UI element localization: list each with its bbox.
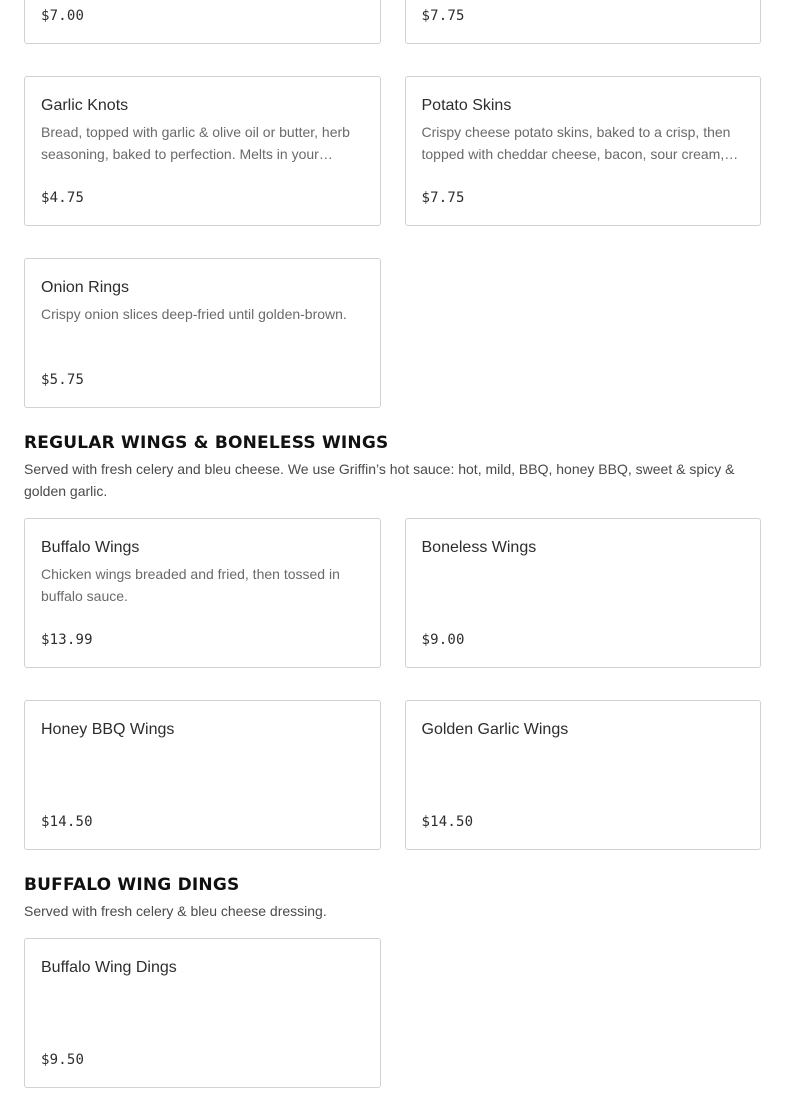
item-price: $7.00 <box>41 8 85 24</box>
menu-page <box>24 0 761 1120</box>
item-price: $14.50 <box>421 814 474 830</box>
section-description: Served with fresh celery & bleu cheese dressing. <box>24 903 327 919</box>
menu-row <box>24 938 761 1088</box>
item-description: Crispy onion slices deep-fried until golden-brown. <box>41 306 347 322</box>
item-description: Bread, topped with garlic & olive oil or butter, herb seasoning, baked to perfection. Melts in your… <box>41 124 350 162</box>
menu-item-card-potato-skins[interactable] <box>405 76 762 226</box>
menu-item-card-honey-bbq-wings[interactable] <box>24 700 381 850</box>
item-price: $9.50 <box>41 1052 85 1068</box>
item-price: $9.00 <box>421 632 465 648</box>
item-name: Honey BBQ Wings <box>41 721 175 738</box>
menu-section-wing-dings <box>24 874 761 1088</box>
menu-item-card[interactable] <box>405 0 762 44</box>
menu-item-card-onion-rings[interactable] <box>24 258 381 408</box>
menu-row <box>24 258 761 408</box>
item-name: Boneless Wings <box>421 539 537 556</box>
item-price: $7.75 <box>421 8 465 24</box>
menu-item-card-buffalo-wings[interactable] <box>24 518 381 668</box>
item-name: Onion Rings <box>41 279 130 296</box>
item-name: Potato Skins <box>421 97 512 114</box>
item-price: $4.75 <box>41 190 85 206</box>
menu-item-card-garlic-knots[interactable] <box>24 76 381 226</box>
menu-item-card-boneless-wings[interactable] <box>405 518 762 668</box>
item-name: Garlic Knots <box>41 97 129 114</box>
section-title: BUFFALO WING DINGS <box>24 875 240 895</box>
item-price: $14.50 <box>41 814 93 830</box>
menu-row <box>24 0 761 44</box>
item-description: Chicken wings breaded and fried, then tossed in buffalo sauce. <box>41 566 340 604</box>
item-price: $5.75 <box>41 372 85 388</box>
item-name: Buffalo Wing Dings <box>41 959 177 976</box>
item-price: $7.75 <box>421 190 465 206</box>
section-description: Served with fresh celery and bleu cheese. We use Griffin’s hot sauce: hot, mild, BBQ, honey BBQ, sweet & spicy & golden garlic. <box>24 461 735 499</box>
section-title: REGULAR WINGS & BONELESS WINGS <box>24 433 389 453</box>
item-description: Crispy cheese potato skins, baked to a crisp, then topped with cheddar cheese, bacon, sour cream,… <box>421 124 739 162</box>
item-name: Golden Garlic Wings <box>421 721 569 738</box>
menu-row <box>24 76 761 226</box>
menu-row <box>24 518 761 668</box>
item-price: $13.99 <box>41 632 93 648</box>
menu-row <box>24 700 761 850</box>
menu-item-card-buffalo-wing-dings[interactable] <box>24 938 381 1088</box>
item-name: Buffalo Wings <box>41 539 140 556</box>
menu-item-card-golden-garlic-wings[interactable] <box>405 700 762 850</box>
menu-item-card[interactable] <box>24 0 381 44</box>
menu-section-wings <box>24 432 761 850</box>
